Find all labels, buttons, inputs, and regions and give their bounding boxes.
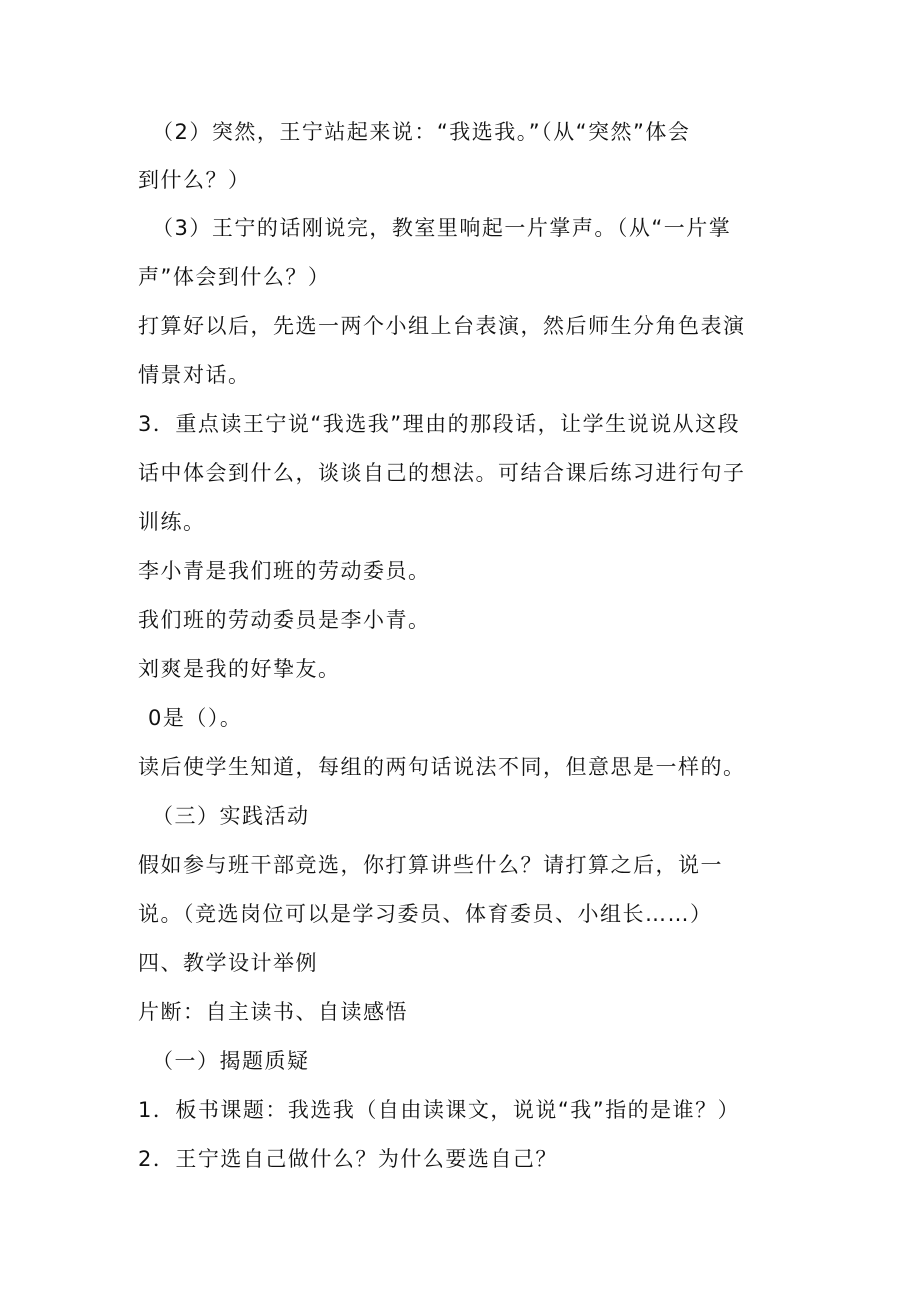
text-line: 3．重点读王宁说“我选我”理由的那段话，让学生说说从这段 xyxy=(138,412,741,436)
text-line: 假如参与班干部竞选，你打算讲些什么？请打算之后，说一 xyxy=(138,853,723,877)
text-line: 话中体会到什么，谈谈自己的想法。可结合课后练习进行句子 xyxy=(138,461,746,485)
text-line: 读后使学生知道，每组的两句话说法不同，但意思是一样的。 xyxy=(138,755,746,779)
text-line: 刘爽是我的好挚友。 xyxy=(138,657,341,681)
text-line: 训练。 xyxy=(138,510,206,534)
text-line: 1．板书课题：我选我（自由读课文，说说“我”指的是谁？） xyxy=(138,1098,741,1122)
section-heading: （三）实践活动 xyxy=(152,804,310,828)
text-line: 到什么？） xyxy=(138,168,251,192)
text-line: 片断：自主读书、自读感悟 xyxy=(138,1000,408,1024)
text-line: 李小青是我们班的劳动委员。 xyxy=(138,559,431,583)
text-line: 声”体会到什么？） xyxy=(138,265,331,289)
section-heading: 四、教学设计举例 xyxy=(138,951,318,975)
text-line: 2．王宁选自己做什么？为什么要选自己？ xyxy=(138,1147,558,1171)
text-line: 我们班的劳动委员是李小青。 xyxy=(138,608,431,632)
text-line: 说。（竞选岗位可以是学习委员、体育委员、小组长……） xyxy=(138,902,713,926)
text-line: 打算好以后，先选一两个小组上台表演，然后师生分角色表演 xyxy=(138,314,746,338)
text-line: 情景对话。 xyxy=(138,363,251,387)
section-heading: （一）揭题质疑 xyxy=(152,1049,310,1073)
text-line: （3）王宁的话刚说完，教室里响起一片掌声。（从“一片掌 xyxy=(152,216,732,240)
text-line: （2）突然，王宁站起来说：“我选我。”（从“突然”体会 xyxy=(152,120,691,144)
text-line: 0是（）。 xyxy=(148,706,243,730)
